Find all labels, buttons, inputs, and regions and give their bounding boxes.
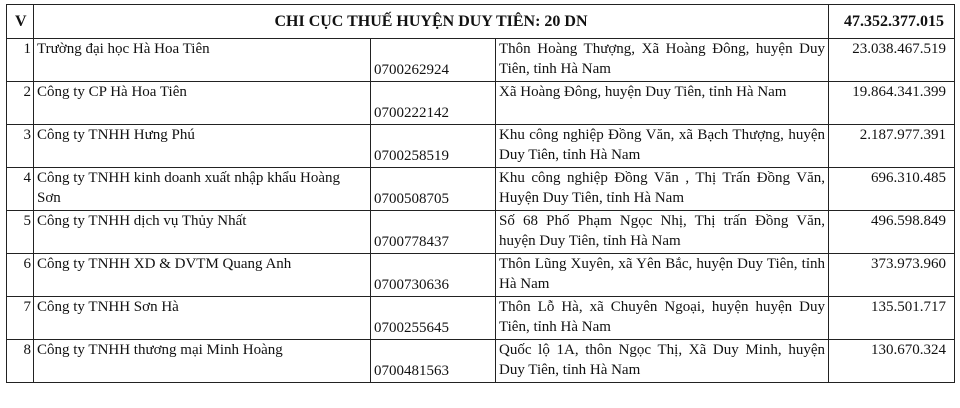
row-index: 3 (7, 125, 34, 168)
company-address: Thôn Hoàng Thượng, Xã Hoàng Đông, huyện Duy Tiên, tỉnh Hà Nam (496, 39, 829, 82)
debt-amount: 496.598.849 (829, 211, 955, 254)
company-address: Xã Hoàng Đông, huyện Duy Tiên, tỉnh Hà Nam (496, 82, 829, 125)
table-row (7, 168, 955, 211)
table-row (7, 254, 955, 297)
debt-amount: 2.187.977.391 (829, 125, 955, 168)
table-row (7, 297, 955, 340)
company-address: Khu công nghiệp Đồng Văn , Thị Trấn Đồng Văn, Huyện Duy Tiên, tỉnh Hà Nam (496, 168, 829, 211)
debt-amount: 19.864.341.399 (829, 82, 955, 125)
tax-id: 0700262924 (371, 39, 496, 82)
table-row (7, 125, 955, 168)
company-name: Trường đại học Hà Hoa Tiên (34, 39, 371, 82)
debt-amount: 135.501.717 (829, 297, 955, 340)
company-address: Số 68 Phố Phạm Ngọc Nhị, Thị trấn Đồng Văn, huyện Duy Tiên, tỉnh Hà Nam (496, 211, 829, 254)
tax-id: 0700778437 (371, 211, 496, 254)
company-name: Công ty TNHH dịch vụ Thủy Nhất (34, 211, 371, 254)
debt-amount: 373.973.960 (829, 254, 955, 297)
tax-debt-table-sheet (6, 4, 954, 383)
table-row (7, 211, 955, 254)
section-total-amount: 47.352.377.015 (829, 5, 955, 39)
tax-id: 0700730636 (371, 254, 496, 297)
table-body (7, 5, 955, 383)
section-roman-numeral: V (7, 5, 34, 39)
company-name: Công ty TNHH kinh doanh xuất nhập khẩu Hoàng Sơn (34, 168, 371, 211)
company-name: Công ty TNHH thương mại Minh Hoàng (34, 340, 371, 383)
tax-id: 0700508705 (371, 168, 496, 211)
tax-id: 0700258519 (371, 125, 496, 168)
row-index: 5 (7, 211, 34, 254)
row-index: 1 (7, 39, 34, 82)
tax-id: 0700222142 (371, 82, 496, 125)
row-index: 2 (7, 82, 34, 125)
row-index: 8 (7, 340, 34, 383)
tax-id: 0700481563 (371, 340, 496, 383)
row-index: 4 (7, 168, 34, 211)
company-name: Công ty CP Hà Hoa Tiên (34, 82, 371, 125)
table-row (7, 340, 955, 383)
section-title: CHI CỤC THUẾ HUYỆN DUY TIÊN: 20 DN (34, 5, 829, 39)
table-row (7, 39, 955, 82)
table-row (7, 82, 955, 125)
debt-amount: 130.670.324 (829, 340, 955, 383)
debt-amount: 696.310.485 (829, 168, 955, 211)
company-address: Thôn Lỗ Hà, xã Chuyên Ngoại, huyện huyện Duy Tiên, tỉnh Hà Nam (496, 297, 829, 340)
tax-debt-table (6, 4, 955, 383)
row-index: 7 (7, 297, 34, 340)
row-index: 6 (7, 254, 34, 297)
company-address: Quốc lộ 1A, thôn Ngọc Thị, Xã Duy Minh, huyện Duy Tiên, tỉnh Hà Nam (496, 340, 829, 383)
company-address: Khu công nghiệp Đồng Văn, xã Bạch Thượng, huyện Duy Tiên, tỉnh Hà Nam (496, 125, 829, 168)
company-name: Công ty TNHH XD & DVTM Quang Anh (34, 254, 371, 297)
section-header-row (7, 5, 955, 39)
tax-id: 0700255645 (371, 297, 496, 340)
company-name: Công ty TNHH Sơn Hà (34, 297, 371, 340)
debt-amount: 23.038.467.519 (829, 39, 955, 82)
company-address: Thôn Lũng Xuyên, xã Yên Bắc, huyện Duy Tiên, tỉnh Hà Nam (496, 254, 829, 297)
company-name: Công ty TNHH Hưng Phú (34, 125, 371, 168)
